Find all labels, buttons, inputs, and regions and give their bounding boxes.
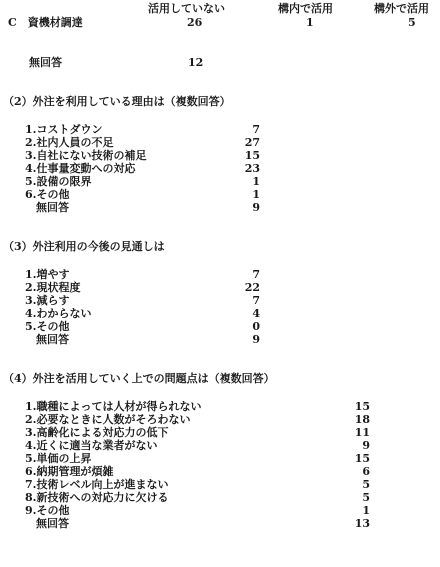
- section-c-value-onsite: 1: [306, 16, 314, 29]
- list-item-label: 9.その他: [25, 504, 70, 517]
- section-c-no-answer-label: 無回答: [29, 56, 62, 69]
- list-item-label: 1.コストダウン: [25, 123, 103, 136]
- list-item-label: 4.近くに適当な業者がない: [25, 439, 158, 452]
- list-item-label: 4.仕事量変動への対応: [25, 162, 136, 175]
- list-item-value: 7: [252, 294, 260, 307]
- list-item-value: 1: [252, 175, 260, 188]
- list-item-value: 13: [354, 517, 370, 530]
- list-item-value: 0: [252, 320, 260, 333]
- section-c-no-answer-value: 12: [188, 56, 204, 69]
- list-item-label: 6.納期管理が煩雑: [25, 465, 114, 478]
- list-item-value: 5: [362, 491, 370, 504]
- list-item-label: 4.わからない: [25, 307, 92, 320]
- list-item-value: 4: [252, 307, 260, 320]
- list-item-label: 5.単価の上昇: [25, 452, 92, 465]
- section-c-label: C 資機材調達: [8, 16, 83, 29]
- list-item-value: 15: [354, 400, 370, 413]
- header-col-onsite: 構内で活用: [278, 2, 333, 15]
- list-item-value: 6: [362, 465, 370, 478]
- list-item-label: 2.現状程度: [25, 281, 81, 294]
- list-item-value: 1: [252, 188, 260, 201]
- section4-title: （4）外注を活用していく上での問題点は（複数回答）: [3, 372, 275, 385]
- list-item-value: 22: [244, 281, 260, 294]
- list-item-value: 27: [244, 136, 260, 149]
- list-item-value: 7: [252, 123, 260, 136]
- list-item-label: 6.その他: [25, 188, 70, 201]
- list-item-value: 11: [354, 426, 370, 439]
- list-item-label: 3.高齢化による対応力の低下: [25, 426, 169, 439]
- list-item-label: 3.自社にない技術の補足: [25, 149, 147, 162]
- list-item-label: 3.減らす: [25, 294, 70, 307]
- list-item-value: 5: [362, 478, 370, 491]
- list-item-label: 5.その他: [25, 320, 70, 333]
- list-item-label: 2.必要なときに人数がそろわない: [25, 413, 191, 426]
- list-item-label: 1.増やす: [25, 268, 70, 281]
- list-item-label: 無回答: [36, 201, 69, 214]
- list-item-label: 5.設備の限界: [25, 175, 92, 188]
- list-item-value: 23: [244, 162, 260, 175]
- section-c-value-not-used: 26: [187, 16, 203, 29]
- list-item-label: 7.技術レベル向上が進まない: [25, 478, 169, 491]
- list-item-value: 15: [244, 149, 260, 162]
- list-item-label: 1.職種によっては人材が得られない: [25, 400, 202, 413]
- header-col-not-used: 活用していない: [148, 2, 225, 15]
- list-item-value: 1: [362, 504, 370, 517]
- list-item-label: 2.社内人員の不足: [25, 136, 114, 149]
- section3-title: （3）外注利用の今後の見通しは: [3, 240, 165, 253]
- list-item-label: 8.新技術への対応力に欠ける: [25, 491, 169, 504]
- list-item-value: 7: [252, 268, 260, 281]
- list-item-value: 9: [252, 333, 260, 346]
- header-col-offsite: 構外で活用: [374, 2, 429, 15]
- list-item-label: 無回答: [36, 333, 69, 346]
- section-c-value-offsite: 5: [408, 16, 416, 29]
- list-item-value: 18: [354, 413, 370, 426]
- list-item-value: 15: [354, 452, 370, 465]
- list-item-value: 9: [252, 201, 260, 214]
- list-item-value: 9: [362, 439, 370, 452]
- list-item-label: 無回答: [36, 517, 69, 530]
- section2-title: （2）外注を利用している理由は（複数回答）: [3, 95, 231, 108]
